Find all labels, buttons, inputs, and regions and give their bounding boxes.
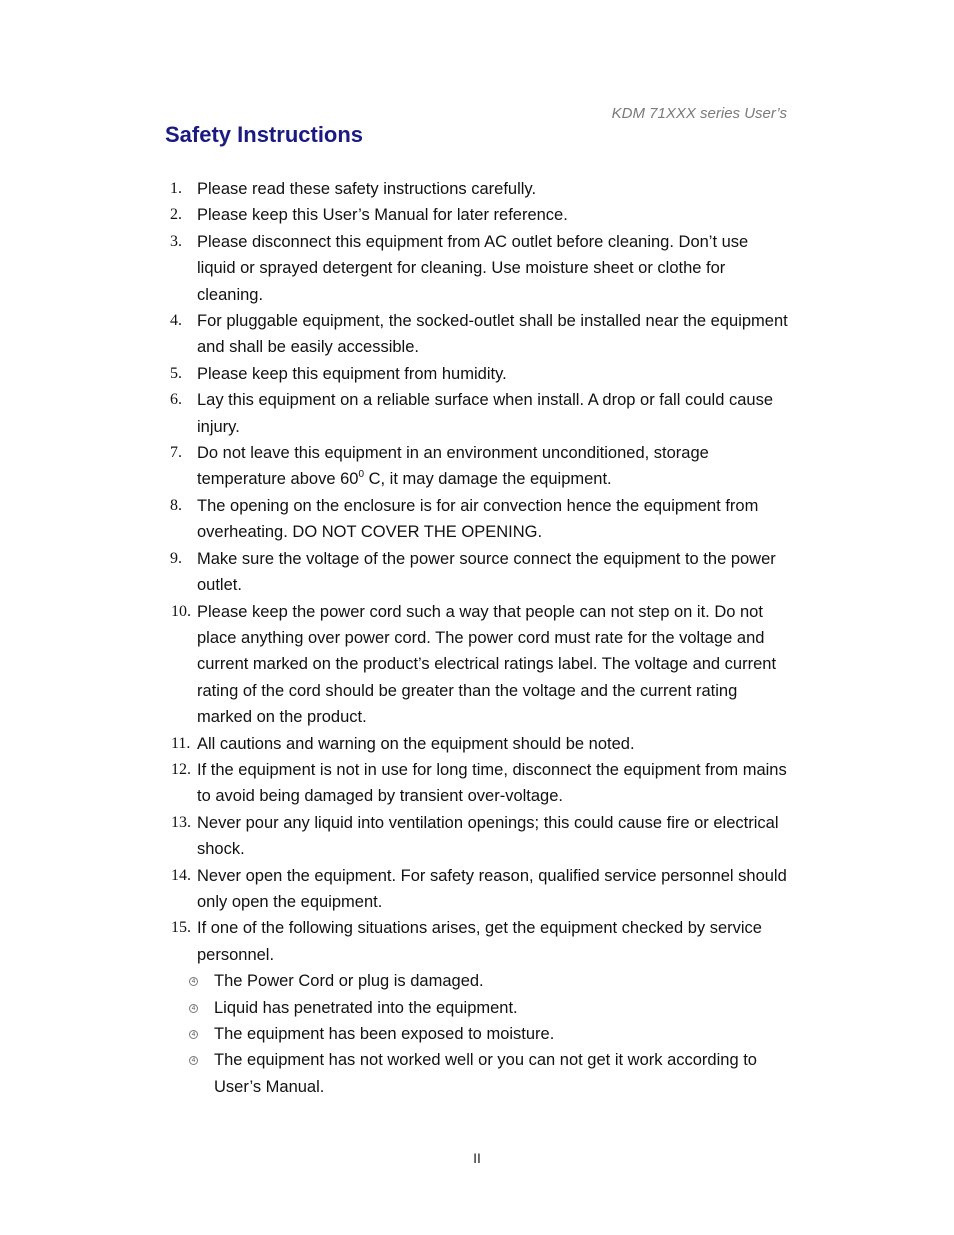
item-text-before: Do not leave this equipment in an environment unconditioned, storage temperature above 60 [197, 444, 709, 489]
item-number: 10. [171, 602, 191, 620]
item-text: Never pour any liquid into ventilation openings; this could cause fire or electrical shock. [197, 813, 779, 859]
sub-item-text: The Power Cord or plug is damaged. [214, 972, 484, 991]
circled-bullet-icon: 4 [189, 1030, 198, 1039]
item-text: Please keep this User’s Manual for later reference. [197, 206, 568, 225]
list-item [165, 863, 790, 916]
sub-list-item [189, 1047, 790, 1100]
situation-sub-list [189, 968, 790, 1100]
item-text: If one of the following situations arises, get the equipment checked by service personnel. [197, 919, 762, 964]
item-text: Please keep this equipment from humidity. [197, 364, 507, 383]
sub-item-text: The equipment has been exposed to moisture. [214, 1025, 555, 1043]
list-item [165, 810, 790, 863]
sub-item-text: Liquid has penetrated into the equipment. [214, 998, 518, 1017]
item-text: For pluggable equipment, the socked-outlet shall be installed near the equipment and shall be easily accessible. [197, 312, 788, 357]
item-text: Make sure the voltage of the power source connect the equipment to the power outlet. [197, 549, 776, 595]
item-number: 15. [171, 919, 191, 937]
item-number: 3. [170, 232, 182, 250]
list-item [165, 493, 790, 546]
item-text: If the equipment is not in use for long time, disconnect the equipment from mains to avoid being damaged by transient over-voltage. [197, 760, 787, 806]
sub-list-item [189, 1021, 790, 1047]
sub-list-item [189, 995, 790, 1021]
list-item [165, 176, 790, 202]
sub-item-text: The equipment has not worked well or you can not get it work according to User’s Manual. [214, 1051, 757, 1096]
item-number: 6. [170, 391, 182, 409]
item-number: 2. [170, 206, 182, 224]
page-title: Safety Instructions [165, 122, 364, 147]
item-text: Please keep the power cord such a way that people can not step on it. Do not place anything over power cord. The power cord must rate for the voltage and current marked on the product’s electrical ratings label. The voltage and current rating of the cord should be greater than the voltage and the current rating marked on the product. [197, 602, 777, 727]
item-number: 14. [171, 866, 191, 884]
list-item [165, 731, 790, 757]
item-number: 13. [171, 813, 191, 831]
list-item [165, 915, 790, 1100]
item-text-after: C, it may damage the equipment. [364, 470, 612, 489]
item-number: 12. [171, 760, 191, 778]
list-item [165, 229, 790, 308]
degree-superscript: 0 [358, 469, 365, 481]
item-text: All cautions and warning on the equipment should be noted. [197, 734, 635, 753]
item-text: Never open the equipment. For safety reason, qualified service personnel should only open the equipment. [197, 866, 787, 911]
item-number: 9. [170, 549, 182, 567]
circled-bullet-icon: 4 [189, 1004, 198, 1013]
list-item [165, 546, 790, 599]
item-text: Lay this equipment on a reliable surface when install. A drop or fall could cause injury. [197, 391, 774, 436]
list-item [165, 202, 790, 228]
circled-bullet-icon: 4 [189, 977, 198, 986]
item-number: 7. [170, 444, 182, 462]
item-number: 11. [171, 734, 191, 752]
safety-instruction-list [165, 176, 790, 1100]
list-item [165, 308, 790, 361]
list-item [165, 440, 790, 493]
list-item [165, 387, 790, 440]
list-item [165, 361, 790, 387]
item-text: Please disconnect this equipment from AC outlet before cleaning. Don’t use liquid or sprayed detergent for cleaning. Use moisture sheet or clothe for cleaning. [197, 232, 749, 304]
item-number: 4. [170, 312, 182, 330]
sub-list-item [189, 968, 790, 994]
item-number: 8. [170, 496, 182, 514]
page-number: II [473, 1150, 481, 1166]
item-text: Please read these safety instructions carefully. [197, 180, 537, 198]
list-item [165, 757, 790, 810]
list-item [165, 599, 790, 731]
item-number: 5. [170, 364, 182, 382]
running-header: KDM 71XXX series User’s [611, 105, 787, 122]
item-text: The opening on the enclosure is for air convection hence the equipment from overheating. DO NOT COVER THE OPENING. [197, 496, 759, 542]
item-number: 1. [170, 180, 182, 197]
circled-bullet-icon: 4 [189, 1056, 198, 1065]
